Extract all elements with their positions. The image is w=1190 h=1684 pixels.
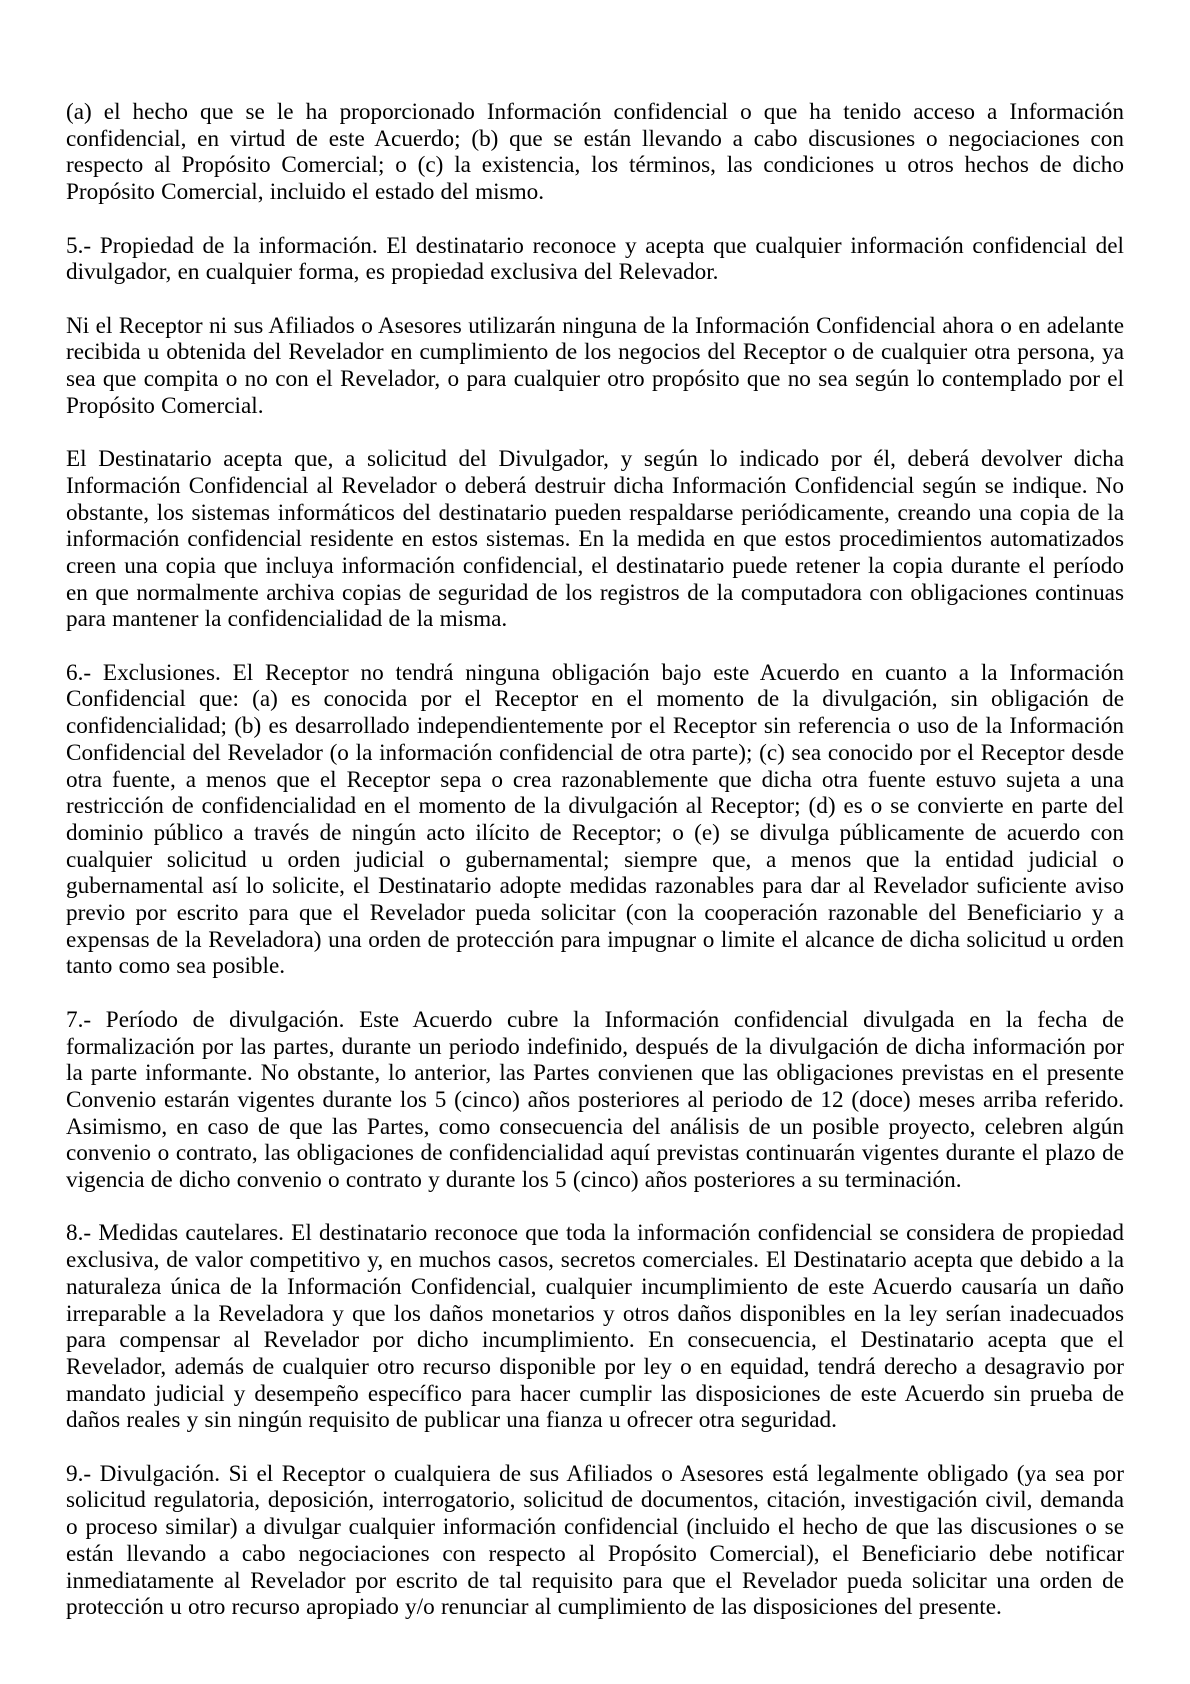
section-6-exclusions-paragraph: 6.- Exclusiones. El Receptor no tendrá ninguna obligación bajo este Acuerdo en cuanto a la Información Confidencial que: (a) es conocida por el Receptor en el momento de la divulgación, sin obligación de confidencialidad; (b) es desarrollado independientemente por el Receptor sin referencia o uso de la Información Confidencial del Revelador (o la información confidencial de otra parte); (c) sea conocido por el Receptor desde otra fuente, a menos que el Receptor sepa o crea razonablemente que dicha otra fuente estuvo sujeta a una restricción de confidencialidad en el momento de la divulgación al Receptor; (d) es o se convierte en parte del dominio público a través de ningún acto ilícito de Receptor; o (e) se divulga públicamente de acuerdo con cualquier solicitud u orden judicial o gubernamental; siempre que, a menos que la entidad judicial o gubernamental así lo solicite, el Destinatario adopte medidas razonables para dar al Revelador suficiente aviso previo por escrito para que el Revelador pueda solicitar (con la cooperación razonable del Beneficiario y a expensas de la Reveladora) una orden de protección para impugnar o limite el alcance de dicha solicitud u orden tanto como sea posible.	[66, 659, 1124, 980]
section-5-ownership-paragraph: 5.- Propiedad de la información. El destinatario reconoce y acepta que cualquier información confidencial del divulgador, en cualquier forma, es propiedad exclusiva del Relevador.	[66, 232, 1124, 286]
section-9-compelled-disclosure-paragraph: 9.- Divulgación. Si el Receptor o cualquiera de sus Afiliados o Asesores está legalmente obligado (ya sea por solicitud regulatoria, deposición, interrogatorio, solicitud de documentos, citación, investigación civil, demanda o proceso similar) a divulgar cualquier información confidencial (incluido el hecho de que las discusiones o se están llevando a cabo negociaciones con respecto al Propósito Comercial), el Beneficiario debe notificar inmediatamente al Revelador por escrito de tal requisito para que el Revelador pueda solicitar una orden de protección u otro recurso apropiado y/o renunciar al cumplimiento de las disposiciones del presente.	[66, 1460, 1124, 1621]
section-5-use-restriction-paragraph: Ni el Receptor ni sus Afiliados o Asesores utilizarán ninguna de la Información Confidencial ahora o en adelante recibida u obtenida del Revelador en cumplimiento de los negocios del Receptor o de cualquier otra persona, ya sea que compita o no con el Revelador, o para cualquier otro propósito que no sea según lo contemplado por el Propósito Comercial.	[66, 312, 1124, 419]
section-8-injunctive-relief-paragraph: 8.- Medidas cautelares. El destinatario reconoce que toda la información confidencial se considera de propiedad exclusiva, de valor competitivo y, en muchos casos, secretos comerciales. El Destinatario acepta que debido a la naturaleza única de la Información Confidencial, cualquier incumplimiento de este Acuerdo causaría un daño irreparable a la Reveladora y que los daños monetarios y otros daños disponibles en la ley serían inadecuados para compensar al Revelador por dicho incumplimiento. En consecuencia, el Destinatario acepta que el Revelador, además de cualquier otro recurso disponible por ley o en equidad, tendrá derecho a desagravio por mandato judicial y desempeño específico para hacer cumplir las disposiciones de este Acuerdo sin prueba de daños reales y sin ningún requisito de publicar una fianza u ofrecer otra seguridad.	[66, 1220, 1124, 1434]
section-7-disclosure-period-paragraph: 7.- Período de divulgación. Este Acuerdo cubre la Información confidencial divulgada en la fecha de formalización por las partes, durante un periodo indefinido, después de la divulgación de dicha información por la parte informante. No obstante, lo anterior, las Partes convienen que las obligaciones previstas en el presente Convenio estarán vigentes durante los 5 (cinco) años posteriores al periodo de 12 (doce) meses arriba referido. Asimismo, en caso de que las Partes, como consecuencia del análisis de un posible proyecto, celebren algún convenio o contrato, las obligaciones de confidencialidad aquí previstas continuarán vigentes durante el plazo de vigencia de dicho convenio o contrato y durante los 5 (cinco) años posteriores a su terminación.	[66, 1006, 1124, 1194]
clause-continuation-paragraph: (a) el hecho que se le ha proporcionado Información confidencial o que ha tenido acceso a Información confidencial, en virtud de este Acuerdo; (b) que se están llevando a cabo discusiones o negociaciones con respecto al Propósito Comercial; o (c) la existencia, los términos, las condiciones u otros hechos de dicho Propósito Comercial, incluido el estado del mismo.	[66, 99, 1124, 206]
section-5-return-destroy-paragraph: El Destinatario acepta que, a solicitud del Divulgador, y según lo indicado por él, deberá devolver dicha Información Confidencial al Revelador o deberá destruir dicha Información Confidencial según se indique. No obstante, los sistemas informáticos del destinatario pueden respaldarse periódicamente, creando una copia de la información confidencial residente en estos sistemas. En la medida en que estos procedimientos automatizados creen una copia que incluya información confidencial, el destinatario puede retener la copia durante el período en que normalmente archiva copias de seguridad de los registros de la computadora con obligaciones continuas para mantener la confidencialidad de la misma.	[66, 446, 1124, 633]
